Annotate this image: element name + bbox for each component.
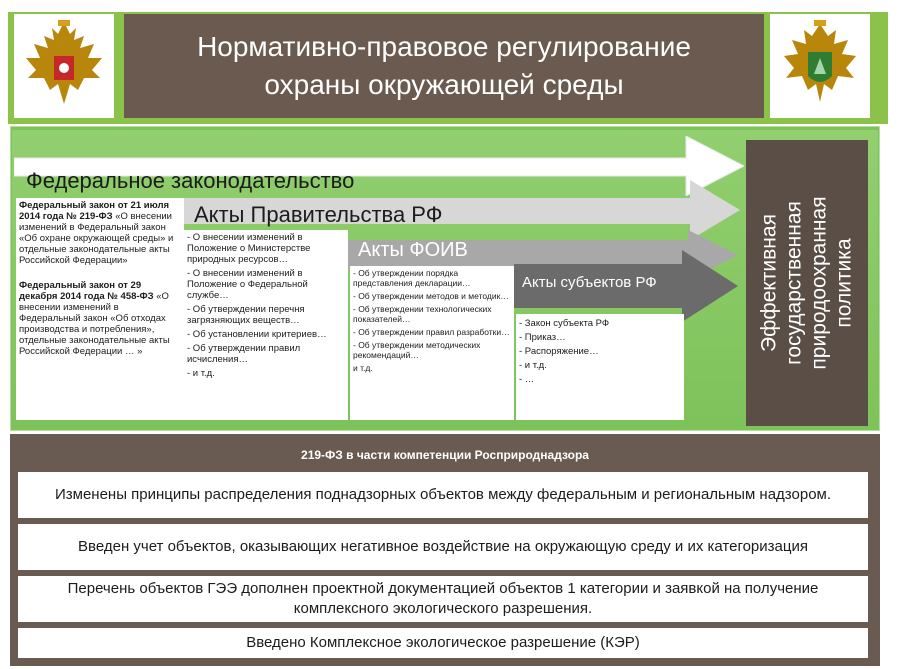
change-row: Изменены принципы распределения поднадзорных объектов между федеральным и региональным надзором.: [18, 472, 868, 518]
list-item: - Об утверждении правил исчисления…: [187, 343, 301, 365]
government-acts-block: [184, 230, 348, 420]
foiv-label: Акты ФОИВ: [358, 239, 468, 261]
list-item: - Приказ…: [519, 332, 566, 343]
list-item: - Об утверждении перечня загрязняющих веществ…: [187, 304, 305, 326]
change-row: Введено Комплексное экологическое разрешение (КЭР): [18, 628, 868, 658]
title-line-1: Нормативно-правовое регулирование: [197, 31, 691, 62]
law1-title: Федеральный закон от 21 июля 2014 года № 219-ФЗ: [19, 200, 170, 222]
page-title: [124, 14, 764, 118]
policy-line-1: Эффективная: [758, 214, 782, 352]
policy-text-wrapper: [746, 140, 868, 426]
federal-label: Федеральное законодательство: [26, 168, 355, 193]
russia-coat-of-arms-icon: [14, 14, 114, 118]
list-item: - и т.д.: [519, 360, 547, 371]
policy-text: [757, 196, 857, 369]
title-line-2: охраны окружающей среды: [264, 69, 624, 100]
change-row: Перечень объектов ГЭЭ дополнен проектной документацией объектов 1 категории и заявкой на получение комплексного экологического разрешения.: [18, 576, 868, 622]
law2-text: «О внесении изменений в Федеральный закон «Об отходах производства и потребления», отдельные законодательные акты Российской Федерации … »: [19, 291, 170, 357]
list-item: - Об утверждении порядка представления декларации…: [353, 268, 471, 288]
list-item: - Об утверждении методов и методик…: [353, 291, 509, 301]
list-item: - Об утверждении правил разработки…: [353, 327, 510, 337]
rosprirodnadzor-emblem-icon: [770, 14, 870, 118]
list-item: - О внесении изменений в Положение о Министерстве природных ресурсов…: [187, 232, 311, 265]
policy-line-3: природоохранная: [808, 196, 832, 370]
policy-line-4: политика: [833, 238, 857, 328]
list-item: и т.д.: [353, 363, 373, 373]
government-label: Акты Правительства РФ: [194, 202, 443, 227]
law1-text: «О внесении изменений в Федеральный закон «Об охране окружающей среды» и отдельные законодательные акты Российской Федерации»: [19, 211, 174, 266]
list-item: - Закон субъекта РФ: [519, 318, 610, 329]
change-row: Введен учет объектов, оказывающих негативное воздействие на окружающую среду и их категоризация: [18, 524, 868, 570]
list-item: - Распоряжение…: [519, 346, 599, 357]
list-item: - О внесении изменений в Положение о Федеральной службе…: [187, 268, 308, 301]
subjects-label: Акты субъектов РФ: [522, 274, 657, 291]
list-item: - и т.д.: [187, 368, 215, 379]
list-item: - Об установлении критериев…: [187, 329, 327, 340]
policy-line-2: государственная: [783, 201, 807, 365]
list-item: - …: [519, 374, 535, 385]
bottom-header: 219-ФЗ в части компетенции Росприроднадзора: [301, 448, 589, 462]
federal-laws-block: [16, 198, 184, 420]
list-item: - Об утверждении методических рекомендаций…: [353, 340, 481, 360]
subjects-acts-block: [516, 314, 684, 420]
list-item: - Об утверждении технологических показателей…: [353, 304, 492, 324]
foiv-acts-block: [350, 266, 514, 420]
law2-title: Федеральный закон от 29 декабря 2014 года № 458-ФЗ: [19, 280, 154, 302]
